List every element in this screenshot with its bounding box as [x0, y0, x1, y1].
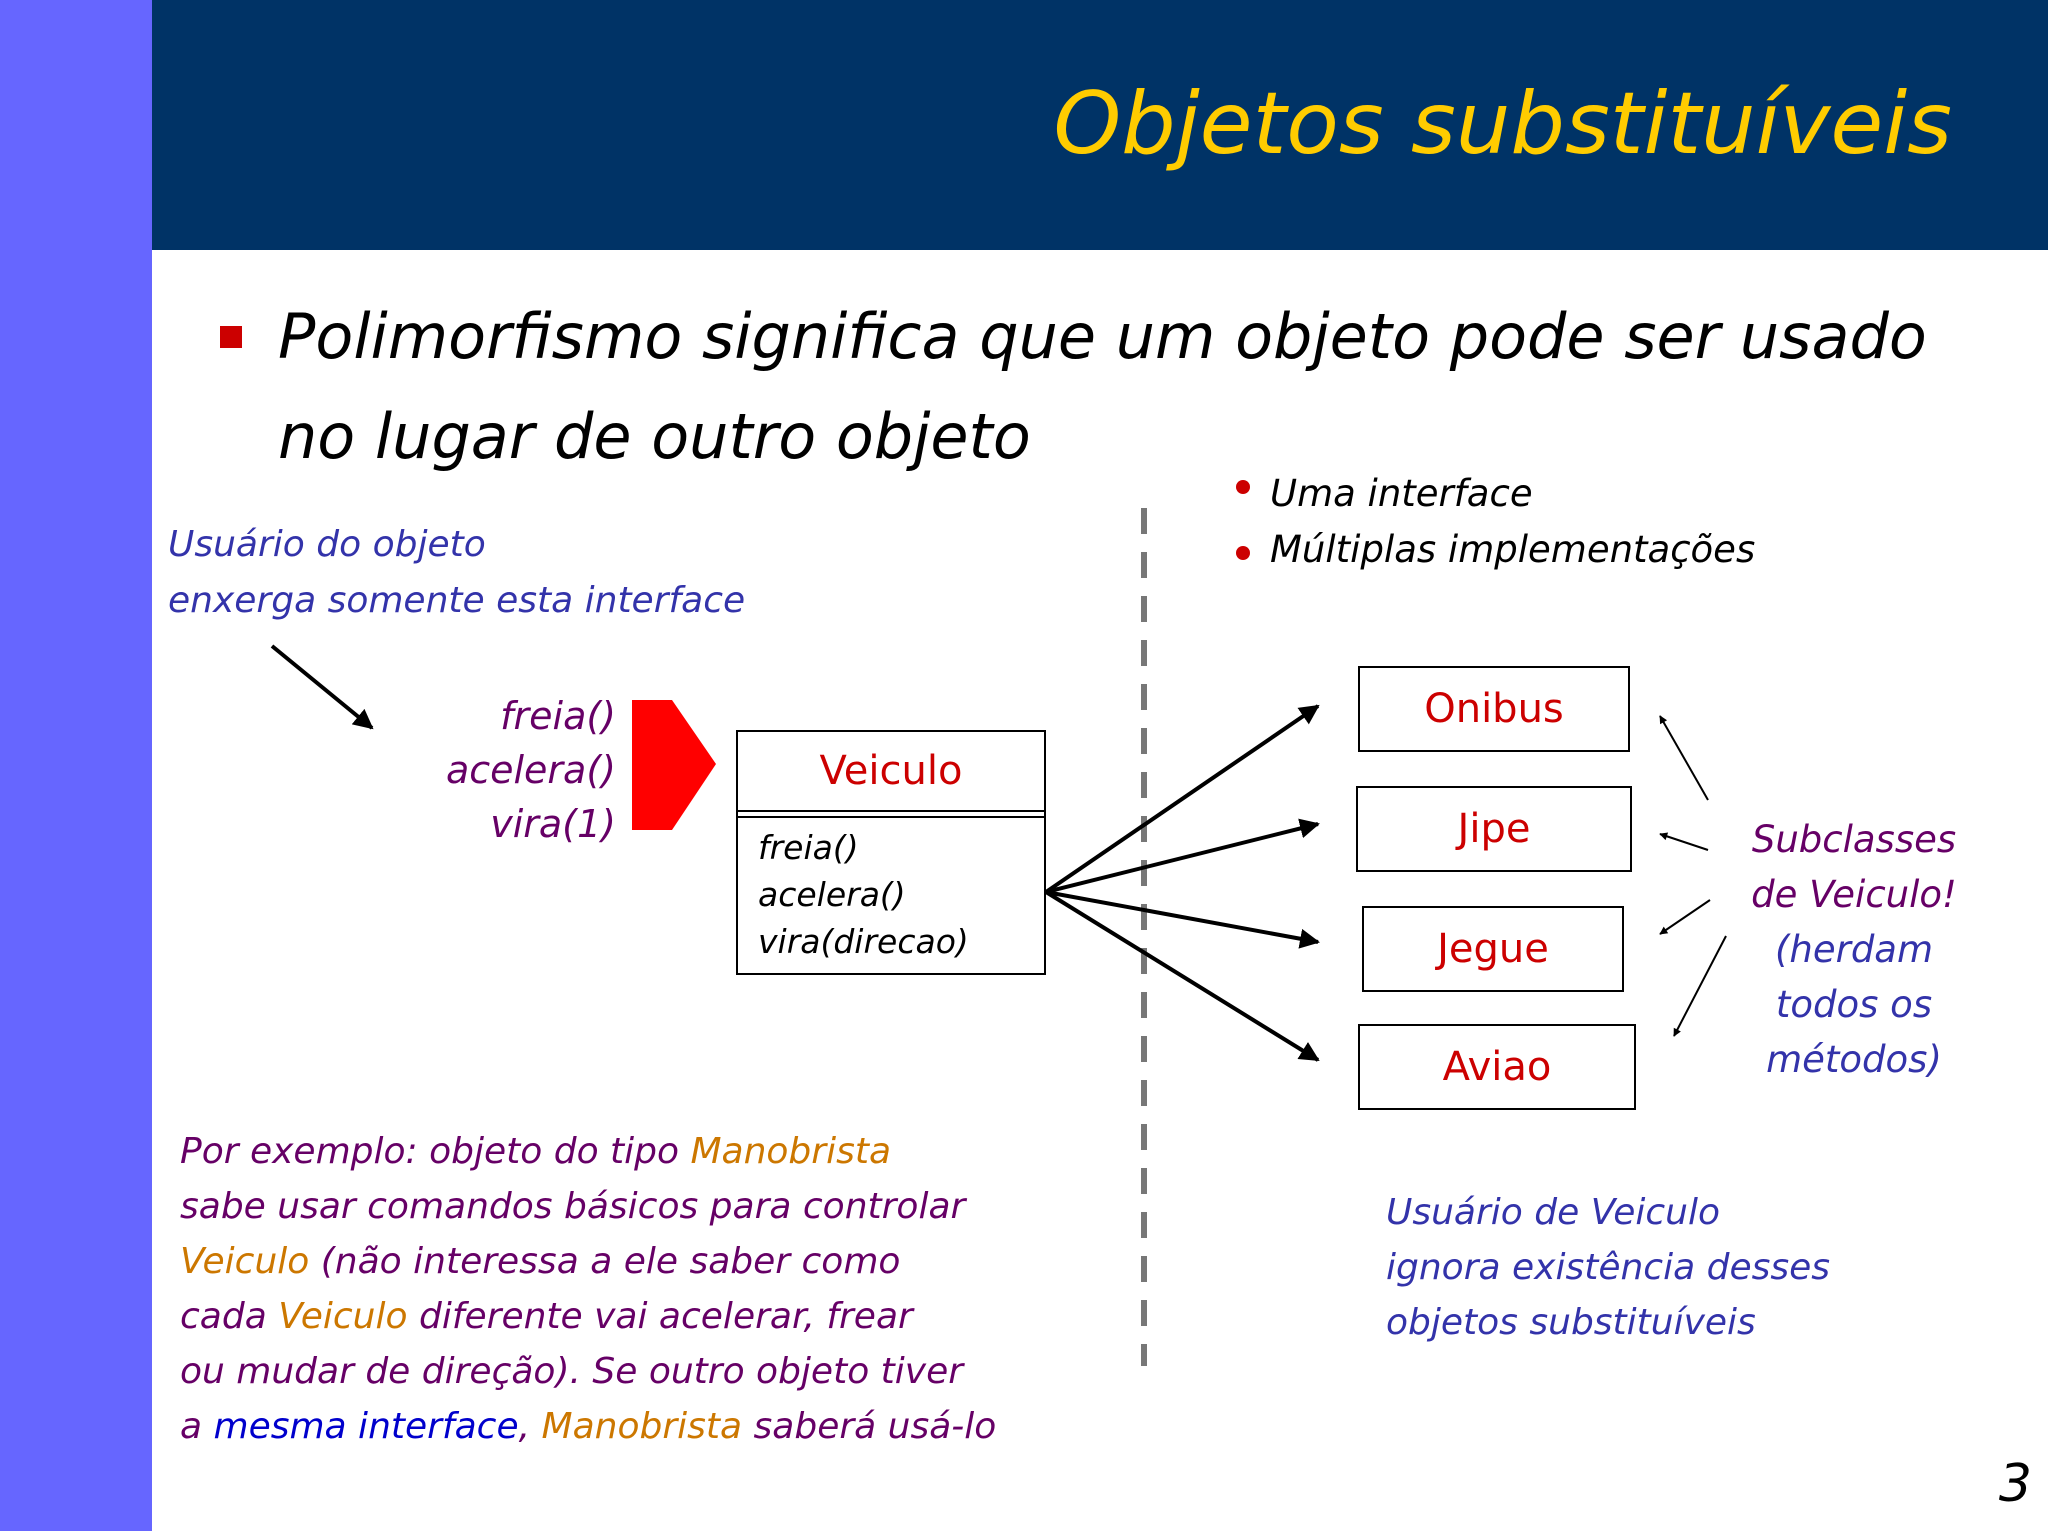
interface-method-vira: vira(1) [490, 802, 616, 846]
example-text: diferente vai acelerar, frear [407, 1296, 913, 1337]
subclass-arrow-jegue [1660, 900, 1710, 934]
arrow-to-onibus [1046, 706, 1318, 892]
example-veiculo: Veiculo [278, 1296, 408, 1337]
subclass-note-line-2: de Veiculo! [1751, 873, 1957, 916]
ignore-note-line-3: objetos substituíveis [1386, 1302, 1756, 1343]
subclass-label-onibus: Onibus [1424, 686, 1564, 732]
user-note-line-1: Usuário do objeto [168, 524, 486, 565]
interface-bullet-1: Uma interface [1270, 472, 1533, 515]
ignore-note-line-1: Usuário de Veiculo [1386, 1192, 1721, 1233]
interface-method-acelera: acelera() [445, 748, 616, 792]
example-text: cada [180, 1296, 279, 1337]
example-line-2: sabe usar comandos básicos para controlar [180, 1186, 966, 1227]
example-text: saberá usá-lo [742, 1406, 997, 1447]
subclass-note-line-5: métodos) [1766, 1038, 1942, 1081]
user-note-line-2: enxerga somente esta interface [168, 580, 746, 621]
example-text: Por exemplo: objeto do tipo [180, 1131, 691, 1172]
example-text: , [518, 1406, 542, 1447]
subclass-label-jipe: Jipe [1457, 806, 1531, 852]
slide-title: Objetos substituíveis [1053, 74, 1952, 174]
example-manobrista: Manobrista [541, 1406, 743, 1447]
example-mesma-interface: mesma interface [213, 1406, 519, 1447]
main-bullet-line-1: Polimorfismo significa que um objeto pode ser usado [278, 300, 1927, 373]
veiculo-method-vira: vira(direcao) [758, 922, 969, 961]
page-number: 3 [1998, 1454, 2032, 1514]
subclass-note-line-3: (herdam [1774, 928, 1934, 971]
example-veiculo: Veiculo [180, 1241, 310, 1282]
interface-bullet-2: Múltiplas implementações [1270, 528, 1756, 571]
veiculo-method-freia: freia() [758, 828, 859, 867]
ignore-note-line-2: ignora existência desses [1386, 1247, 1831, 1288]
example-manobrista: Manobrista [690, 1131, 892, 1172]
veiculo-method-acelera: acelera() [758, 875, 906, 914]
subclass-label-jegue: Jegue [1437, 926, 1549, 972]
user-pointer-arrow [272, 646, 372, 728]
arrow-to-jipe [1046, 824, 1318, 892]
subclass-arrow-jipe [1660, 834, 1708, 850]
veiculo-class-name: Veiculo [819, 748, 963, 794]
subclass-note-line-4: todos os [1775, 983, 1933, 1026]
example-line-5: ou mudar de direção). Se outro objeto tiver [180, 1351, 964, 1392]
subclass-arrow-aviao [1674, 936, 1726, 1036]
interface-red-arrow [632, 700, 716, 830]
example-text: a [180, 1406, 214, 1447]
example-text: (não interessa a ele saber como [309, 1241, 901, 1282]
main-bullet-line-2: no lugar de outro objeto [278, 400, 1031, 473]
subclass-arrow-onibus [1660, 716, 1708, 800]
interface-method-freia: freia() [500, 694, 616, 738]
subclass-note-line-1: Subclasses [1751, 818, 1957, 861]
subclass-label-aviao: Aviao [1442, 1044, 1552, 1090]
